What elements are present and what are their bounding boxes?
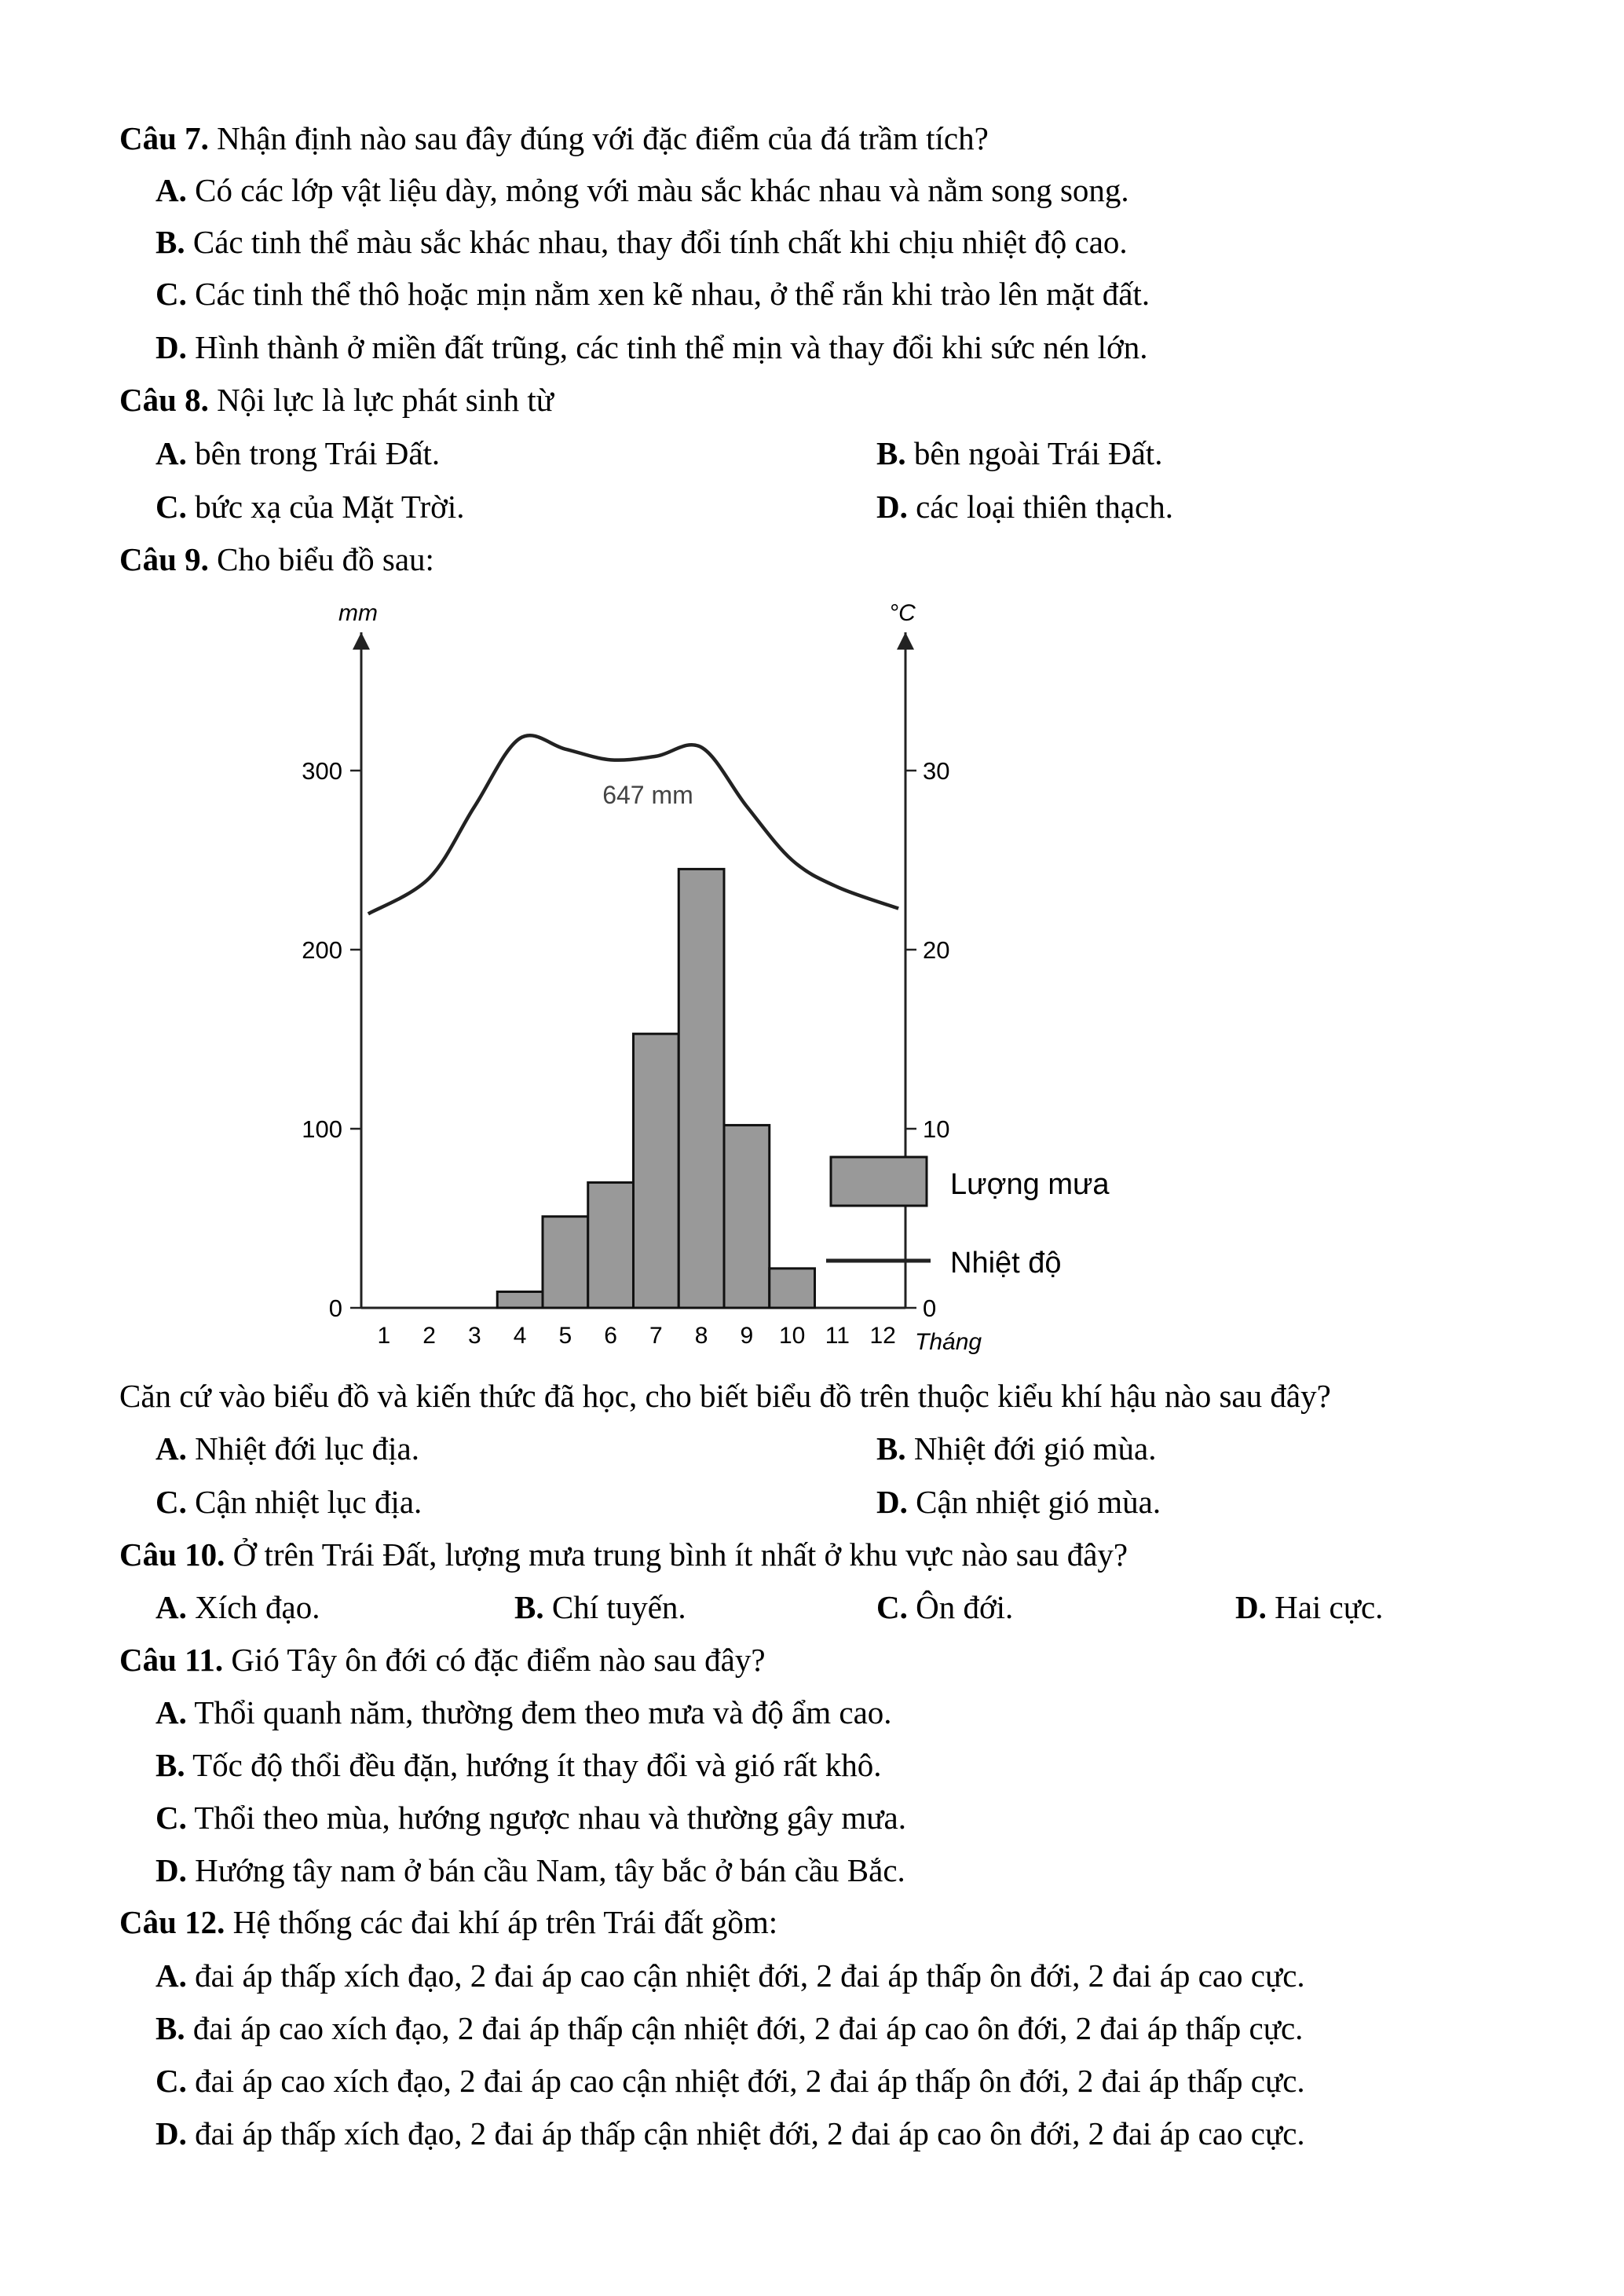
q11-option-b[interactable]: B. Tốc độ thổi đều đặn, hướng ít thay đổi và gió rất khô. (155, 1747, 882, 1783)
right-axis-arrow (897, 632, 914, 650)
legend-rainfall-label: Lượng mưa (950, 1168, 1110, 1201)
question-label: Câu 8. (119, 382, 209, 418)
y-right-tick-label: 10 (923, 1115, 950, 1143)
question-12 (119, 1903, 777, 1941)
q7-option-d[interactable]: D. Hình thành ở miền đất trũng, các tinh thể mịn và thay đổi khi sức nén lớn. (155, 329, 1148, 365)
y-right-tick-label: 0 (923, 1294, 937, 1322)
x-tick-label: 7 (649, 1323, 663, 1349)
y-left-tick-label: 200 (302, 936, 342, 964)
y-left-label: mm (338, 600, 378, 626)
q9-option-a[interactable]: A. Nhiệt đới lục địa. (155, 1430, 419, 1467)
x-tick-label: 6 (604, 1323, 617, 1349)
q9-option-b[interactable]: B. Nhiệt đới gió mùa. (876, 1430, 1157, 1467)
rainfall-bar (497, 1291, 543, 1308)
q10-option-a[interactable]: A. Xích đạo. (155, 1589, 320, 1625)
q9-option-c[interactable]: C. Cận nhiệt lục địa. (155, 1484, 422, 1520)
question-9 (119, 540, 434, 578)
question-text: Cho biểu đồ sau: (217, 541, 434, 577)
q8-option-d[interactable]: D. các loại thiên thạch. (876, 489, 1173, 525)
rainfall-bar (588, 1182, 634, 1308)
rainfall-bar (724, 1125, 770, 1308)
q10-option-b[interactable]: B. Chí tuyến. (514, 1589, 686, 1625)
y-right-tick-label: 20 (923, 936, 950, 964)
q11-option-a[interactable]: A. Thổi quanh năm, thường đem theo mưa và độ ẩm cao. (155, 1694, 892, 1730)
question-10 (119, 1536, 1128, 1573)
climate-chart (267, 585, 1110, 1363)
question-text: Gió Tây ôn đới có đặc điểm nào sau đây? (231, 1642, 766, 1678)
y-left-tick-label: 0 (328, 1294, 342, 1322)
y-left-tick-label: 100 (302, 1115, 342, 1143)
question-label: Câu 9. (119, 541, 209, 577)
rainfall-bar (770, 1269, 815, 1308)
x-tick-label: 2 (422, 1323, 436, 1349)
x-tick-label: 11 (825, 1323, 850, 1349)
x-tick-label: 10 (778, 1323, 806, 1349)
question-9-prompt: Căn cứ vào biểu đồ và kiến thức đã học, cho biết biểu đồ trên thuộc kiểu khí hậu nào sau đây? (119, 1378, 1331, 1414)
y-right-label: °C (889, 600, 916, 626)
q12-option-d[interactable]: D. đai áp thấp xích đạo, 2 đai áp thấp cận nhiệt đới, 2 đai áp cao ôn đới, 2 đai áp cao cực. (155, 2115, 1305, 2151)
q10-option-c[interactable]: C. Ôn đới. (876, 1589, 1014, 1625)
q8-option-b[interactable]: B. bên ngoài Trái Đất. (876, 435, 1163, 471)
question-text: Nội lực là lực phát sinh từ (217, 382, 554, 418)
question-label: Câu 7. (119, 120, 209, 156)
question-text: Hệ thống các đai khí áp trên Trái đất gồm: (232, 1904, 778, 1940)
question-text: Ở trên Trái Đất, lượng mưa trung bình ít nhất ở khu vực nào sau đây? (232, 1536, 1128, 1573)
x-tick-label: 3 (468, 1323, 481, 1349)
x-tick-label: 5 (558, 1323, 572, 1349)
x-tick-label: 8 (694, 1323, 708, 1349)
total-rainfall-label: 647 mm (602, 781, 693, 809)
rainfall-bar (678, 869, 724, 1308)
x-tick-label: 9 (740, 1323, 754, 1349)
q7-option-b[interactable]: B. Các tinh thể màu sắc khác nhau, thay đổi tính chất khi chịu nhiệt độ cao. (155, 224, 1128, 260)
temperature-line (368, 735, 898, 914)
y-left-tick-label: 300 (302, 757, 342, 785)
legend-rainfall-swatch (831, 1157, 927, 1206)
q12-option-a[interactable]: A. đai áp thấp xích đạo, 2 đai áp cao cận nhiệt đới, 2 đai áp thấp ôn đới, 2 đai áp cao cực. (155, 1957, 1305, 1994)
q11-option-d[interactable]: D. Hướng tây nam ở bán cầu Nam, tây bắc ở bán cầu Bắc. (155, 1852, 905, 1888)
question-11 (119, 1641, 766, 1679)
q8-option-a[interactable]: A. bên trong Trái Đất. (155, 435, 441, 471)
rainfall-bar (543, 1217, 588, 1308)
question-7 (119, 119, 989, 157)
q12-option-c[interactable]: C. đai áp cao xích đạo, 2 đai áp cao cận nhiệt đới, 2 đai áp thấp ôn đới, 2 đai áp thấp cực. (155, 2063, 1305, 2099)
question-label: Câu 12. (119, 1904, 225, 1940)
q12-option-b[interactable]: B. đai áp cao xích đạo, 2 đai áp thấp cận nhiệt đới, 2 đai áp cao ôn đới, 2 đai áp thấp cực. (155, 2010, 1304, 2046)
question-label: Câu 11. (119, 1642, 224, 1678)
q11-option-c[interactable]: C. Thổi theo mùa, hướng ngược nhau và thường gây mưa. (155, 1800, 906, 1836)
legend-temperature-label: Nhiệt độ (950, 1247, 1062, 1280)
x-tick-label: 12 (869, 1323, 896, 1349)
rainfall-bar (634, 1034, 679, 1308)
question-8 (119, 381, 554, 419)
x-tick-label: 4 (513, 1323, 527, 1349)
q7-option-c[interactable]: C. Các tinh thể thô hoặc mịn nằm xen kẽ nhau, ở thể rắn khi trào lên mặt đất. (155, 276, 1150, 312)
y-right-tick-label: 30 (923, 757, 950, 785)
q9-option-d[interactable]: D. Cận nhiệt gió mùa. (876, 1484, 1161, 1520)
question-label: Câu 10. (119, 1536, 225, 1573)
q10-option-d[interactable]: D. Hai cực. (1235, 1589, 1384, 1625)
left-axis-arrow (353, 632, 370, 650)
x-axis-label: Tháng (915, 1329, 982, 1355)
q8-option-c[interactable]: C. bức xạ của Mặt Trời. (155, 489, 465, 525)
question-text: Nhận định nào sau đây đúng với đặc điểm của đá trầm tích? (217, 120, 989, 156)
x-tick-label: 1 (377, 1323, 391, 1349)
q7-option-a[interactable]: A. Có các lớp vật liệu dày, mỏng với màu sắc khác nhau và nằm song song. (155, 172, 1129, 208)
